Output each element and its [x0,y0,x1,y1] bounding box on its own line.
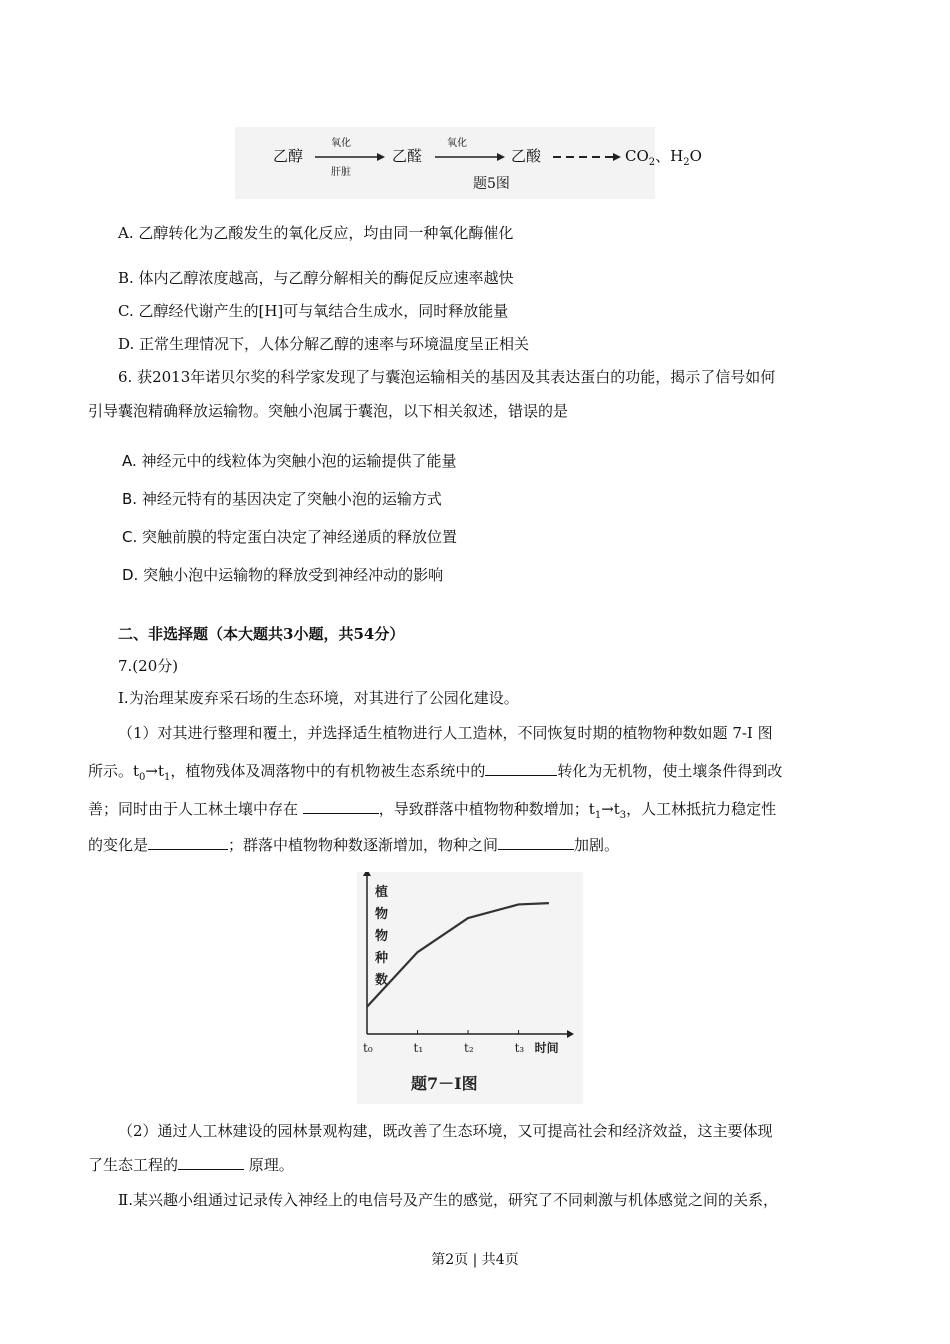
q6-option-c: C. 突触前膜的特定蛋白决定了神经递质的释放位置 [122,528,458,546]
y-axis-label-char: 种 [375,951,389,966]
figure-7-caption: 题7－Ⅰ图 [411,1074,478,1093]
y-axis-label-char: 物 [375,907,389,922]
q6-stem-line2: 引导囊泡精确释放运输物。突触小泡属于囊泡，以下相关叙述，错误的是 [88,402,569,420]
q5-option-c: C. 乙醇经代谢产生的[H]可与氧结合生成水，同时释放能量 [118,302,509,320]
x-tick-label: t₁ [413,1041,424,1055]
q6-option-b: B. 神经元特有的基因决定了突触小泡的运输方式 [122,490,442,508]
q7-p1-line1: （1）对其进行整理和覆土，并选择适生植物进行人工造林，不同恢复时期的植物物种数如题 7-Ⅰ 图 [118,724,773,742]
chart-svg [357,872,583,1104]
arrow-2 [435,151,505,163]
q7-p1-line3: 善；同时由于人工林土壤中存在 ，导致群落中植物物种数增加；$t_1\to t_3$，人工林抵抗力稳定性 [88,800,777,821]
y-axis-label-char: 植 [375,885,389,900]
x-axis-arrow [567,1030,574,1038]
q6-option-d: D. 突触小泡中运输物的释放受到神经冲动的影响 [122,566,444,584]
q7-head: 7.(20分) [118,657,179,675]
x-axis-label: 时间 [534,1041,559,1055]
x-tick-label: t₀ [363,1041,373,1055]
blank-stability [148,835,228,850]
q7-part1-intro: Ⅰ.为治理某废弃采石场的生态环境，对其进行了公园化建设。 [118,689,519,707]
q5-option-a: A. 乙醇转化为乙酸发生的氧化反应，均由同一种氧化酶催化 [118,224,514,242]
arrow1-label-bottom: 肝脏 [331,167,351,178]
figure-7-chart [357,872,583,1104]
node-acetic-acid: 乙酸 [511,147,542,165]
section-2-heading: 二、非选择题（本大题共3小题，共54分） [118,625,405,643]
q5-option-b: B. 体内乙醇浓度越高，与乙醇分解相关的酶促反应速率越快 [118,269,514,287]
blank-competition [498,835,574,850]
q5-option-d: D. 正常生理情况下，人体分解乙醇的速率与环境温度呈正相关 [118,335,530,353]
series-line [367,903,549,1007]
q7-p1-line2: 所示。$t_0\to t_1$，植物残体及凋落物中的有机物被生态系统中的 转化为无机物，使土壤条件得到改 [88,762,783,783]
page-footer: 第2页 | 共4页 [431,1252,519,1268]
figure-5-caption: 题5图 [473,176,510,192]
node-acetaldehyde: 乙醛 [392,147,423,165]
arrow-1 [315,151,385,163]
blank-soil [303,799,379,814]
blank-decomposer [485,761,557,776]
arrow1-label-top: 氧化 [331,138,351,149]
x-tick-label: t₂ [464,1041,474,1055]
blank-principle [178,1155,244,1170]
node-ethanol: 乙醇 [273,147,304,165]
arrow-3-dashed [553,151,623,163]
y-axis-label-char: 物 [375,929,389,944]
q7-p1-line4: 的变化是 ；群落中植物物种数逐渐增加，物种之间 加剧。 [88,836,620,854]
y-axis-arrow [363,872,371,876]
q7-part2-intro: Ⅱ.某兴趣小组通过记录传入神经上的电信号及产生的感觉，研究了不同刺激与机体感觉之间的关系， [118,1191,778,1209]
q6-stem-line1: 6. 获2013年诺贝尔奖的科学家发现了与囊泡运输相关的基因及其表达蛋白的功能，揭示了信号如何 [118,368,776,386]
figure-5-pathway [235,127,702,199]
q7-p2-line1: （2）通过人工林建设的园林景观构建，既改善了生态环境，又可提高社会和经济效益，这主要体现 [118,1122,773,1140]
q6-option-a: A. 神经元中的线粒体为突触小泡的运输提供了能量 [122,452,457,470]
y-axis-label-char: 数 [375,973,389,988]
q7-p2-line2: 了生态工程的 原理。 [88,1156,294,1174]
arrow2-label-top: 氧化 [447,138,467,149]
x-tick-label: t₃ [514,1041,525,1055]
node-products: $CO_2$、$H_2O$ [625,147,702,168]
